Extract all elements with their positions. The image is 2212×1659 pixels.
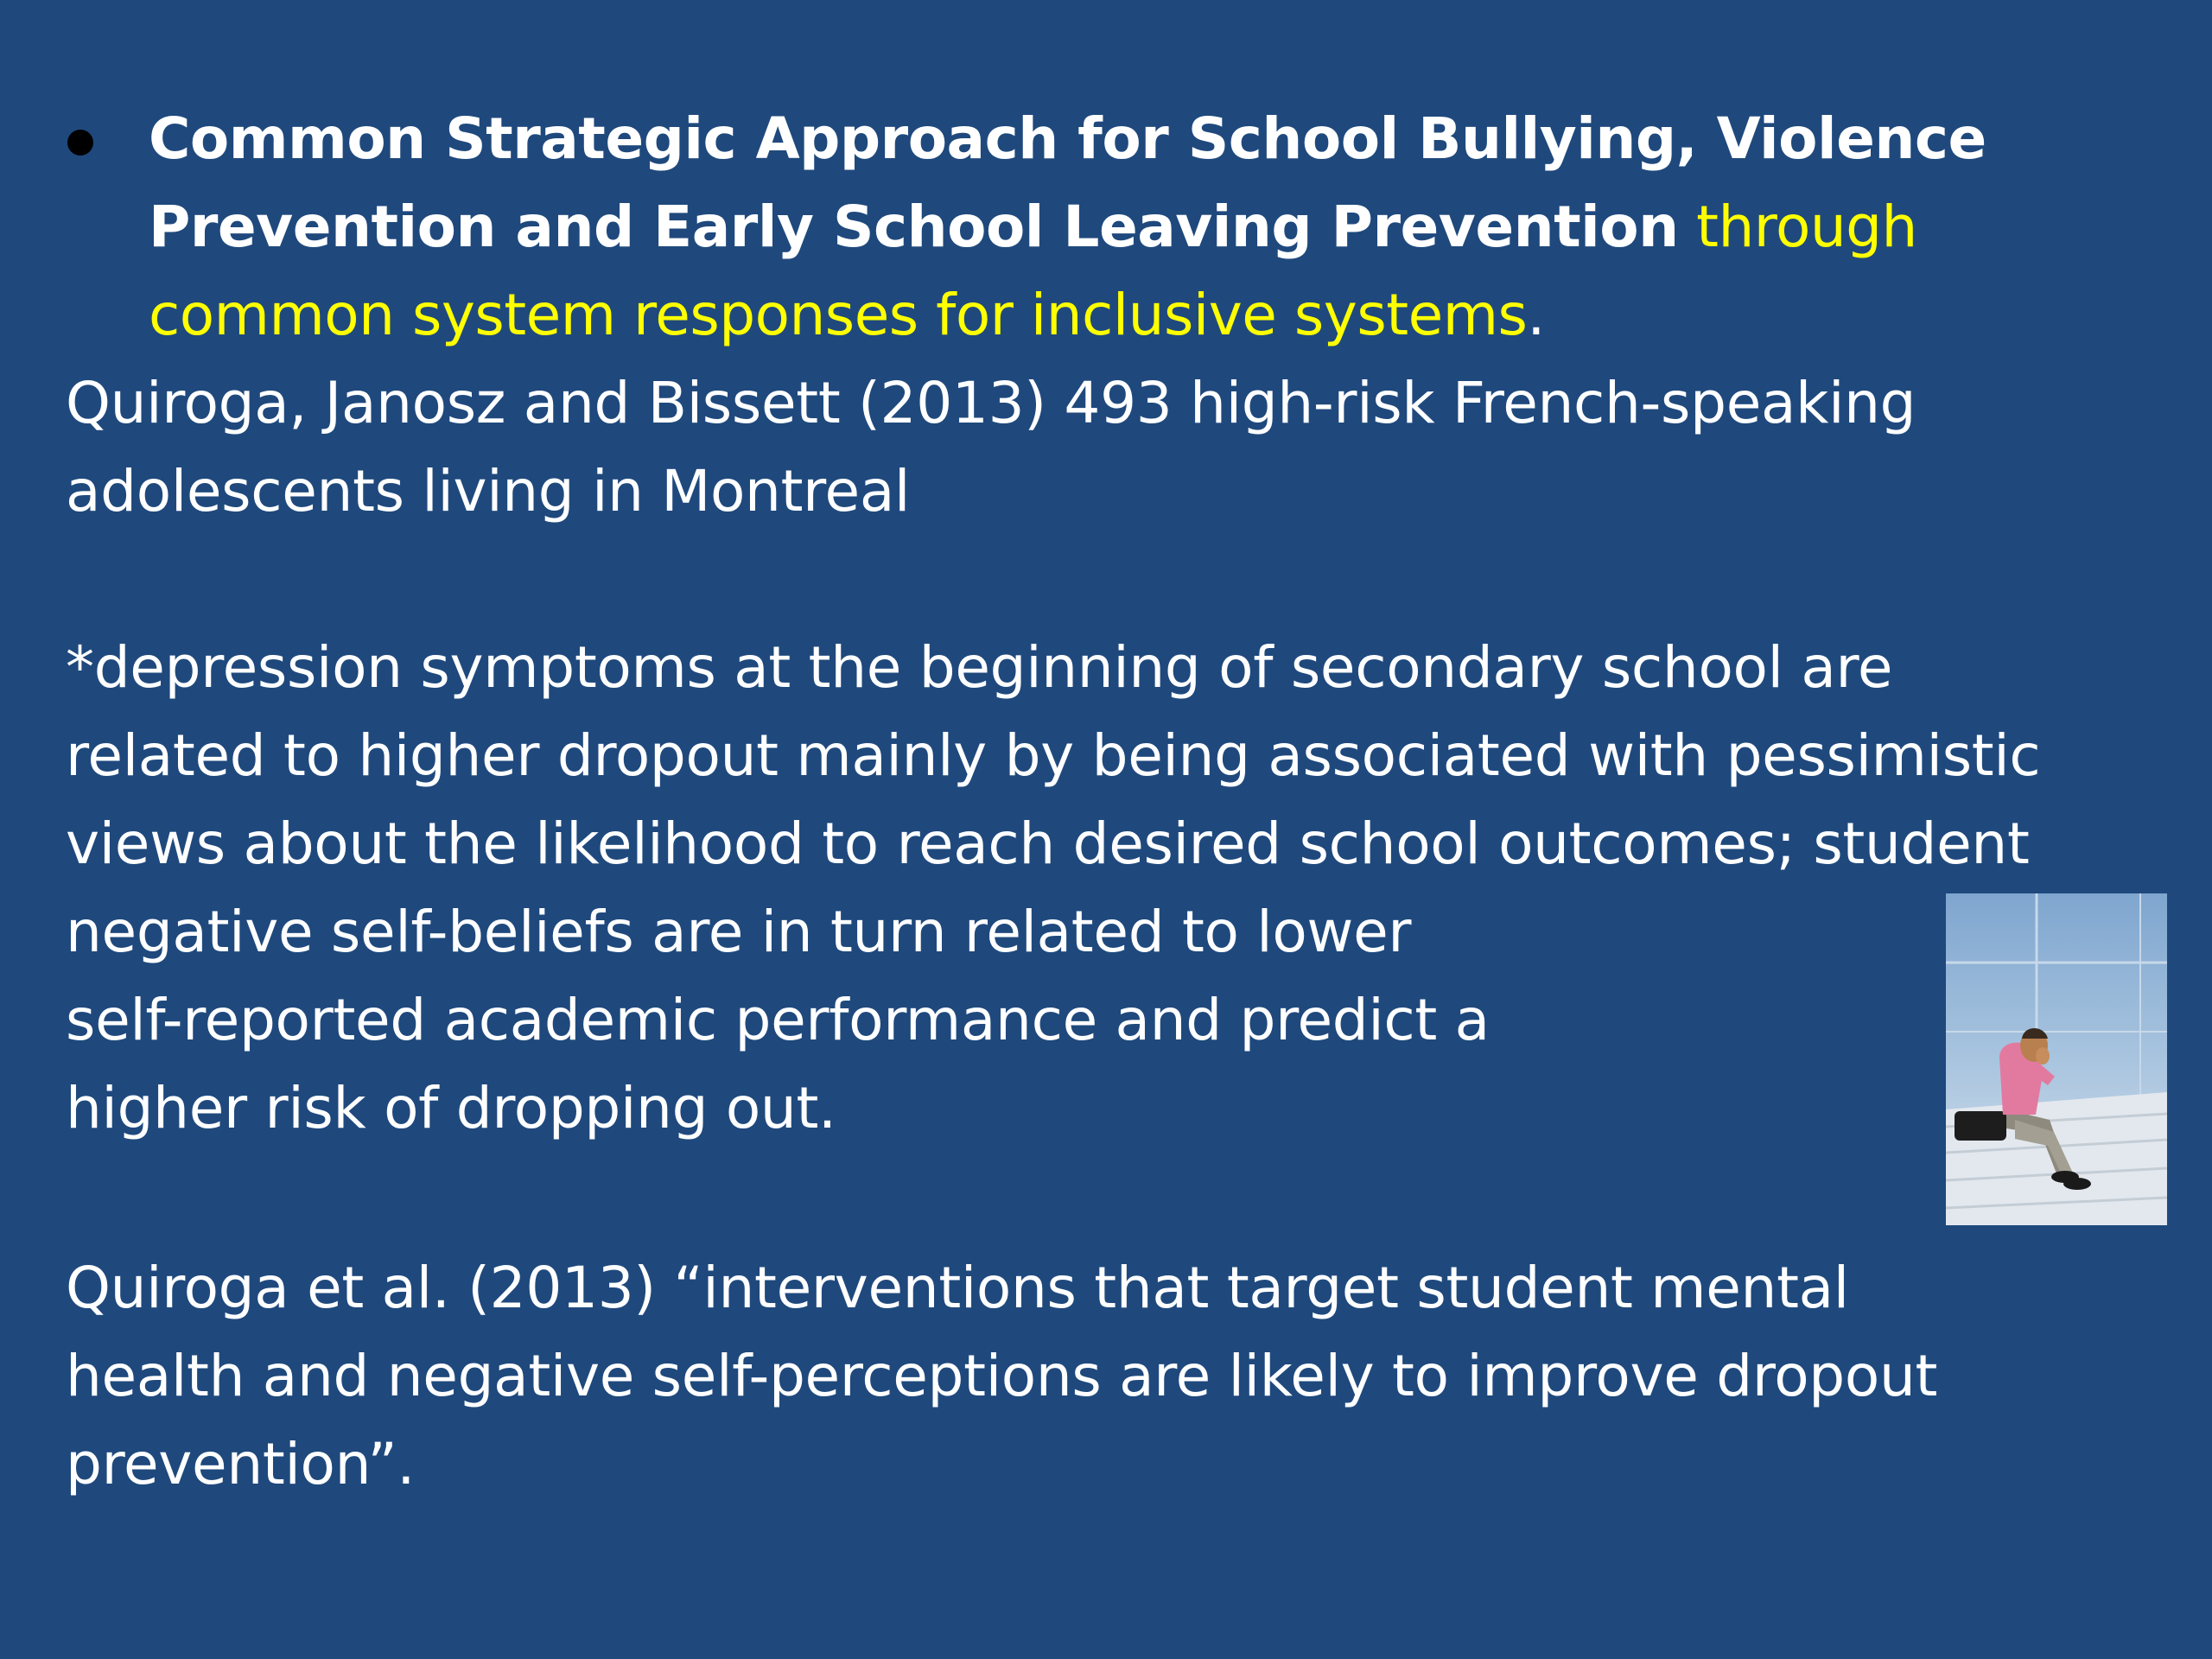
study-line-1: Quiroga, Janosz and Bissett (2013) 493 high-risk French-speaking xyxy=(66,370,1916,436)
quote-line-1: Quiroga et al. (2013) “interventions that target student mental xyxy=(66,1255,1849,1321)
quote-line-2: health and negative self-perceptions are likely to improve dropout xyxy=(66,1343,1938,1409)
findings-line-3: views about the likelihood to reach desired school outcomes; student xyxy=(66,810,2030,877)
findings-line-2: related to higher dropout mainly by being associated with pessimistic xyxy=(66,722,2041,789)
findings-line-1: *depression symptoms at the beginning of secondary school are xyxy=(66,634,1893,701)
findings-line-5: self-reported academic performance and predict a xyxy=(66,987,1490,1053)
findings-line-6: higher risk of dropping out. xyxy=(66,1075,836,1141)
bullet-highlight-text: through common system responses for inclusive systems xyxy=(149,194,1917,348)
quote-paragraph xyxy=(66,1244,1937,1509)
study-paragraph xyxy=(66,359,1916,536)
bullet-text xyxy=(149,95,2157,359)
photo-illustration xyxy=(1946,893,2167,1225)
bullet-end-period: . xyxy=(1527,282,1545,348)
bullet-dot-icon xyxy=(67,130,93,156)
findings-line-4: negative self-beliefs are in turn related to lower xyxy=(66,899,1412,965)
findings-paragraph xyxy=(66,624,2040,1153)
study-line-2: adolescents living in Montreal xyxy=(66,458,911,524)
sad-student-photo xyxy=(1946,893,2167,1225)
quote-line-3: prevention”. xyxy=(66,1431,416,1497)
bullet-item xyxy=(66,95,2157,359)
bullet-bold-text: Common Strategic Approach for School Bullying, Violence Prevention and Early School Leaving Prevention xyxy=(149,105,1986,260)
